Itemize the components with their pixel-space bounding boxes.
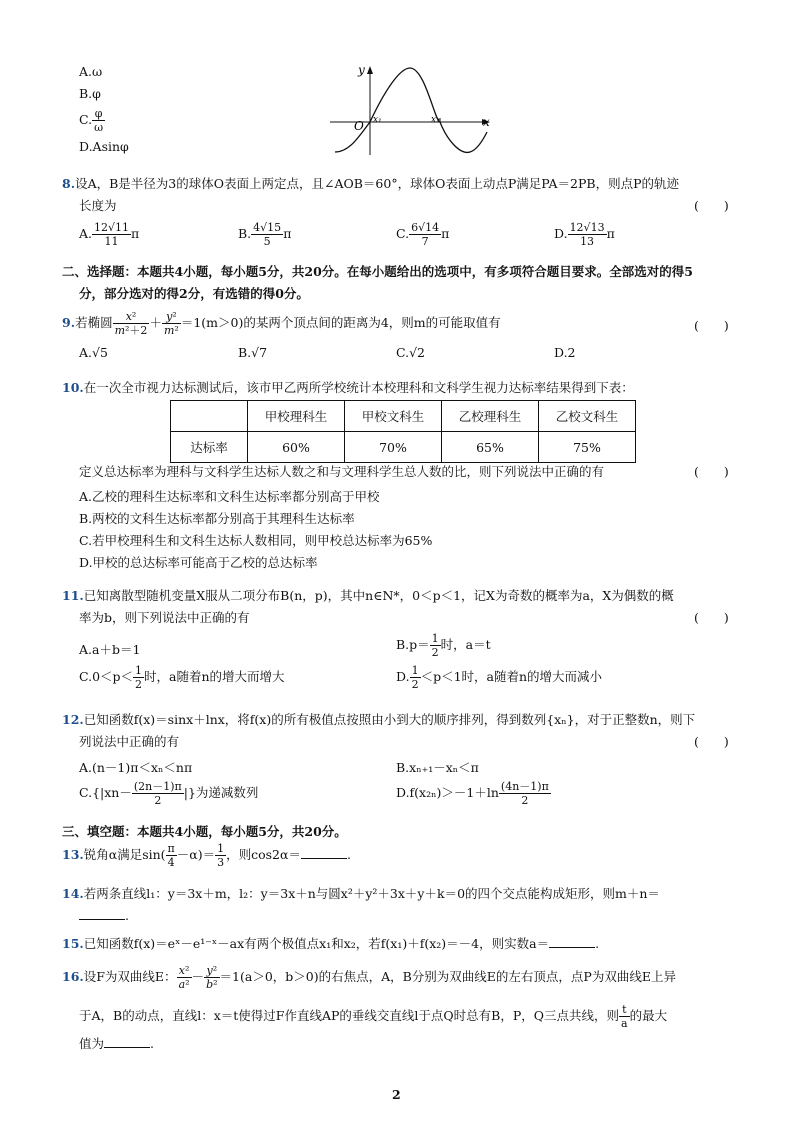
q12-stem: 12.已知函数f(x)＝sinx＋lnx，将f(x)的所有极值点按照由小到大的顺序排列，得到数列{xₙ}，对于正整数n，则下: [62, 712, 696, 727]
q14-stem: 14.若两条直线l₁：y＝3x＋m，l₂：y＝3x＋n与圆x²＋y²＋3x＋y＋k＝0的四个交点能构成矩形，则m＋n＝: [62, 886, 660, 901]
table-cell: 75%: [539, 432, 636, 463]
table-cell: 甲校文科生: [345, 401, 442, 432]
q8-stem-2: 长度为: [79, 198, 117, 213]
q16-stem: 16.设F为双曲线E： $\frac{\text{x²}}{\text{a²}}$ － $\frac{\text{y²}}{\text{b²}}$ ＝1(a＞0，b＞0)的右焦点，A，B分别为双曲线E的左右顶点，点P为双曲线E上异: [62, 964, 676, 991]
q8-stem: 8.设A，B是半径为3的球体O表面上两定点，且∠AOB＝60°，球体O表面上动点P满足PA＝2PB，则点P的轨迹: [62, 176, 679, 191]
q9-option-b[interactable]: B.√7: [238, 345, 268, 360]
table-cell: 70%: [345, 432, 442, 463]
q11-option-b[interactable]: B.p＝ $\frac{1}{2}$ 时，a＝t: [396, 632, 491, 659]
section-2-title: 二、选择题：本题共4小题，每小题5分，共20分。在每小题给出的选项中，有多项符合题目要求。全部选对的得5: [62, 264, 693, 279]
q8-option-c[interactable]: C. $\frac{6√14}{7}$ π: [396, 221, 450, 248]
q7-option-a[interactable]: A.ω: [79, 64, 103, 79]
q13-stem: 13.锐角α满足sin( $\frac{\pi}{4}$ －α)＝ $\frac{1}{3}$ ，则cos2α＝ .: [62, 842, 351, 869]
q9-option-d[interactable]: D.2: [554, 345, 576, 360]
q8-option-a[interactable]: A. $\frac{12√11}{11}$ π: [79, 221, 140, 248]
table-row: [171, 432, 636, 463]
q7-option-c[interactable]: C. $\frac{\varphi}{\omega}$: [79, 107, 104, 134]
graph-x1-label: x₁: [373, 115, 382, 125]
q10-answer-paren[interactable]: ( ): [694, 464, 729, 479]
q12-option-a[interactable]: A.(n－1)π＜xₙ＜nπ: [79, 760, 193, 775]
q9-stem: 9.若椭圆 $\frac{\text{x²}}{\text{m²＋2}}$ ＋ $\frac{\text{y²}}{\text{m²}}$ ＝1(m＞0)的某两个顶点间的距离为4，则m的可能取值有: [62, 310, 501, 337]
table-cell: 60%: [248, 432, 345, 463]
q11-answer-paren[interactable]: ( ): [694, 610, 729, 625]
q14-answer-blank[interactable]: [79, 907, 125, 920]
q12-stem-2: 列说法中正确的有: [79, 734, 180, 749]
q7-option-b[interactable]: B.φ: [79, 86, 101, 101]
q10-table: [170, 400, 636, 463]
q11-option-c[interactable]: C.0＜p＜ $\frac{1}{2}$ 时，a随着n的增大而增大: [79, 664, 285, 691]
q10-option-b[interactable]: B.两校的文科生达标率都分别高于其理科生达标率: [79, 511, 355, 526]
q14-blank-line: .: [79, 907, 129, 923]
q9-option-a[interactable]: A.√5: [79, 345, 108, 360]
table-cell: 65%: [442, 432, 539, 463]
q13-answer-blank[interactable]: [301, 846, 347, 859]
q16-stem-2: 于A，B的动点，直线l：x＝t使得过F作直线AP的垂线交直线l于点Q时总有B，P，Q三点共线，则 $\frac{t}{a}$ 的最大: [79, 1003, 668, 1030]
table-cell: 乙校理科生: [442, 401, 539, 432]
q12-answer-paren[interactable]: ( ): [694, 734, 729, 749]
q15-answer-blank[interactable]: [549, 935, 595, 948]
q10-option-d[interactable]: D.甲校的总达标率可能高于乙校的总达标率: [79, 555, 318, 570]
page-number: 2: [392, 1087, 401, 1102]
q9-answer-paren[interactable]: ( ): [694, 318, 729, 333]
graph-x-label: x: [483, 115, 490, 129]
graph-y-label: y: [358, 63, 365, 77]
q12-option-b[interactable]: B.xₙ₊₁－xₙ＜π: [396, 760, 479, 775]
section-3-title: 三、填空题：本题共4小题，每小题5分，共20分。: [62, 824, 347, 839]
table-cell: 乙校文科生: [539, 401, 636, 432]
sine-graph: [325, 60, 500, 160]
graph-x2-label: x₂: [431, 115, 440, 125]
graph-origin-label: O: [354, 119, 364, 133]
q9-option-c[interactable]: C.√2: [396, 345, 426, 360]
q8-answer-paren[interactable]: ( ): [694, 198, 729, 213]
q11-option-a[interactable]: A.a＋b＝1: [79, 642, 141, 657]
q11-stem: 11.已知离散型随机变量X服从二项分布B(n，p)，其中n∈N*，0＜p＜1，记X为奇数的概率为a，X为偶数的概: [62, 588, 674, 603]
q12-option-d[interactable]: D.f(x₂ₙ)＞－1＋ln $\frac{(4n-1)\pi}{2}$: [396, 780, 549, 807]
q12-option-c[interactable]: C.{|xn－ $\frac{(2n-1)\pi}{2}$ |}为递减数列: [79, 780, 259, 807]
table-cell: 甲校理科生: [248, 401, 345, 432]
table-cell: 达标率: [171, 432, 248, 463]
q16-stem-3: 值为 .: [79, 1036, 154, 1051]
section-2-title-2: 分，部分选对的得2分，有选错的得0分。: [79, 286, 309, 301]
q16-answer-blank[interactable]: [104, 1035, 150, 1048]
q10-option-c[interactable]: C.若甲校理科生和文科生达标人数相同，则甲校总达标率为65%: [79, 533, 433, 548]
q11-option-d[interactable]: D. $\frac{1}{2}$ ＜p＜1时，a随着n的增大而减小: [396, 664, 603, 691]
q15-stem: 15.已知函数f(x)＝eˣ－e¹⁻ˣ－ax有两个极值点x₁和x₂，若f(x₁)＋f(x₂)＝－4，则实数a＝ .: [62, 936, 600, 951]
q11-stem-2: 率为b，则下列说法中正确的有: [79, 610, 250, 625]
q10-desc: 定义总达标率为理科与文科学生达标人数之和与文理科学生总人数的比，则下列说法中正确的有: [79, 464, 605, 479]
q10-stem: 10.在一次全市视力达标测试后，该市甲乙两所学校统计本校理科和文科学生视力达标率结果得到下表：: [62, 380, 634, 395]
q7-option-d[interactable]: D.Asinφ: [79, 139, 129, 154]
table-cell: [171, 401, 248, 432]
q8-option-b[interactable]: B. $\frac{4√15}{5}$ π: [238, 221, 292, 248]
q8-option-d[interactable]: D. $\frac{12√13}{13}$ π: [554, 221, 615, 248]
q10-option-a[interactable]: A.乙校的理科生达标率和文科生达标率都分别高于甲校: [79, 489, 380, 504]
table-header-row: [171, 401, 636, 432]
